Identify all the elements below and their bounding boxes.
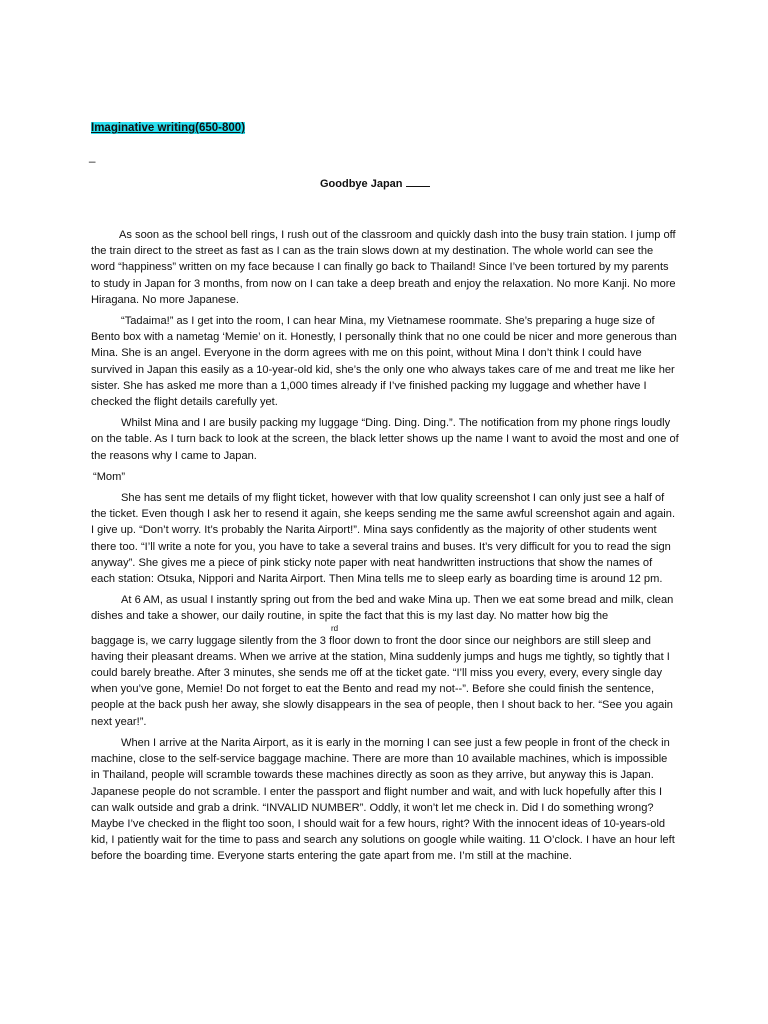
superscript-rd: rd [331,623,339,633]
story-title [320,175,430,192]
paragraph-2: “Tadaima!” as I get into the room, I can hear Mina, my Vietnamese roommate. She’s preparing a huge size of Bento box with a nametag ‘Memie’ on it. Honestly, I personally think that no one could be nicer and more generous than Mina. She is an angel. Everyone in the dorm agrees with me on this point, without Mina I don’t think I could have survived in Japan this easily as a 10-year-old kid, she’s the only one who always takes care of me and treat me like her sister. She has asked me more than a 1,000 times already if I’ve finished packing my luggage and whether have I checked the flight details carefully yet. [91,315,677,409]
story-title-text: Goodbye Japan [320,178,403,190]
paragraph-7: baggage is, we carry luggage silently from the 3 floor down to front the door since our neighbors are still sleep and having their pleasant dreams. When we arrive at the station, Mina suddenly jumps and hugs me tightly, so tightly that I could barely breathe. After 3 minutes, she sends me off at the ticket gate. “I’ll miss you every, every, every single day when you’ve gone, Memie! Do not forget to eat the Bento and read my not--”. Before she could finish the sentence, people at the back push her away, she slowly disappears in the sea of people, then I shout back to her. “See you again next year!”. [91,634,673,728]
highlighted-heading-text: Imaginative writing(650-800) [91,122,246,134]
story-body [91,227,679,870]
paragraph-1: As soon as the school bell rings, I rush out of the classroom and quickly dash into the busy train station. I jump off the train direct to the street as fast as I can as the train slows down at my destination. The whole world can see the word “happiness” written on my face because I can finally go back to Thailand! Since I’ve been tortured by my parents to study in Japan for 3 months, from now on I can take a deep breath and enjoy the relaxation. No more Kanji. No more Hiragana. No more Japanese. [91,229,676,306]
paragraph-4: “Mom” [93,470,126,483]
dash-mark: _ [89,151,96,163]
assignment-heading [91,121,245,136]
paragraph-8: When I arrive at the Narita Airport, as it is early in the morning I can see just a few people in front of the check in machine, close to the self-service baggage machine. There are more than 10 available machines, which is impossible in Thailand, people will scramble towards these machines directly as soon as they arrive, but anyway this is Japan. Japanese people do not scramble. I enter the passport and flight number and wait, and with luck hopefully after this I can walk outside and grab a drink. “INVALID NUMBER”. Oddly, it won’t let me check in. Did I do something wrong? Maybe I’ve checked in the flight too soon, I should wait for a few hours, right? With the innocent ideas of 10-years-old kid, I patiently wait for the time to pass and search any solutions on google while waiting. 11 O’clock. I have an hour left before the boarding time. Everyone starts entering the gate apart from me. I’m still at the machine. [91,736,675,863]
title-underline-gap [406,175,430,187]
paragraph-5: She has sent me details of my flight ticket, however with that low quality screenshot I can only just see a half of the ticket. Even though I ask her to resend it again, she keeps sending me the same awful screenshot again and again. I give up. “Don’t worry. It’s probably the Narita Airport!”. Mina says confidently as the majority of other students went there too. “I’ll write a note for you, you have to take a several trains and buses. It’s very difficult for you to read the sign anyway”. She gives me a piece of pink sticky note paper with neat handwritten instructions that show the names of each station: Otsuka, Nippori and Narita Airport. Then Mina tells me to sleep early as boarding time is around 12 pm. [91,492,676,586]
paragraph-3: Whilst Mina and I are busily packing my luggage “Ding. Ding. Ding.”. The notification from my phone rings loudly on the table. As I turn back to look at the screen, the black letter shows up the name I want to avoid the most and one of the reasons why I came to Japan. [91,417,679,462]
paragraph-6: At 6 AM, as usual I instantly spring out from the bed and wake Mina up. Then we eat some bread and milk, clean dishes and take a shower, our daily routine, in spite the fact that this is my last day. No matter how big the [91,594,674,623]
